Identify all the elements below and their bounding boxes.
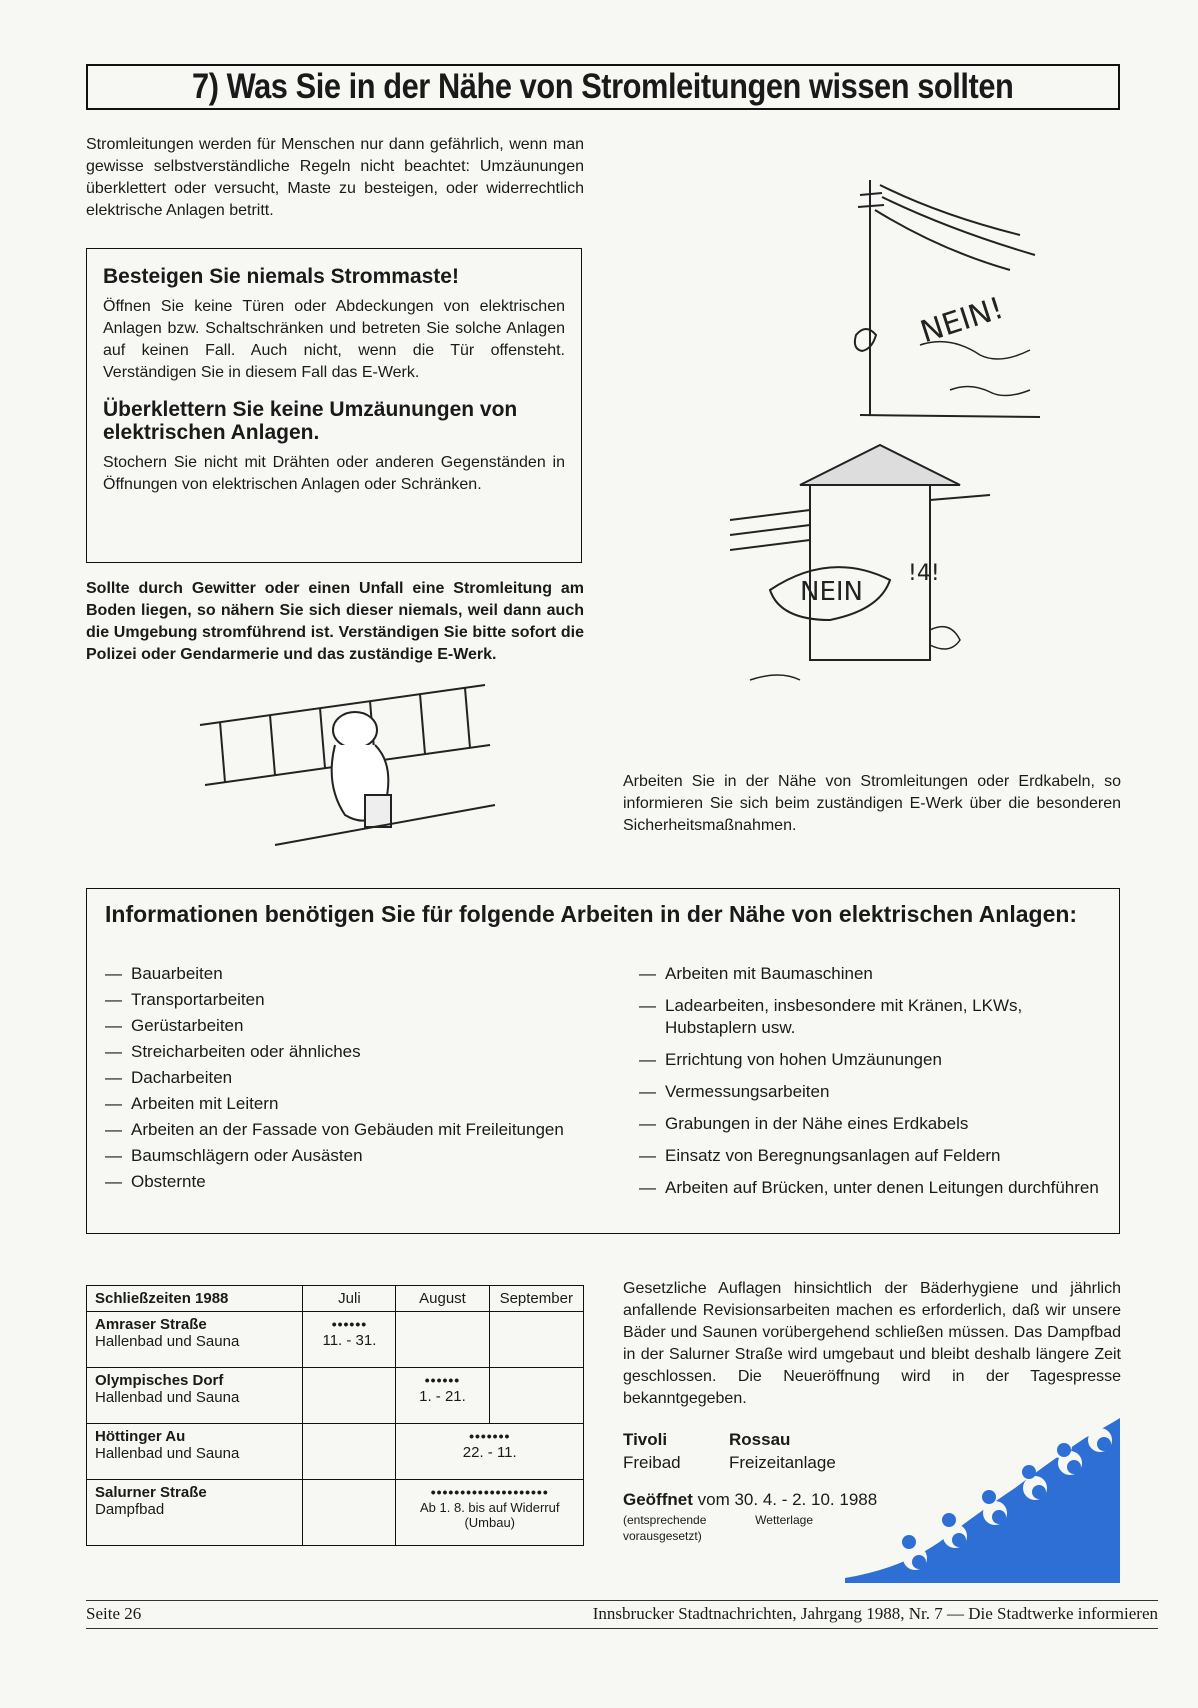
list-dash: — [105, 1172, 122, 1191]
wave-curl-inner [1032, 1485, 1046, 1499]
wave-curl-inner [1067, 1460, 1081, 1474]
warning-text-2: Stochern Sie nicht mit Drähten oder anderen Gegenständen in Öffnungen von elektrischen Anlagen oder Schränken. [103, 454, 565, 493]
closure-row-3-period: ••••••• 22. - 11. [396, 1424, 584, 1480]
list-item-text: Transportarbeiten [131, 990, 265, 1009]
tivoli-label: Tivoli [623, 1430, 668, 1449]
closures-header-august: August [396, 1286, 489, 1312]
wave-curl-inner [942, 1513, 956, 1527]
wave-curl-inner [1097, 1437, 1111, 1451]
bold-warning: Sollte durch Gewitter oder einen Unfall eine Stromleitung am Boden liegen, so nähern Sie sich dieser niemals, weil dann auch die Umgebung stromführend ist. Verständigen Sie bitte sofort die Polizei oder Gendarmerie und das zuständige E-Werk. [86, 580, 584, 663]
list-dash: — [639, 996, 656, 1015]
info-left-item [105, 989, 565, 1011]
wave-curl-inner [902, 1535, 916, 1549]
list-dash: — [105, 1094, 122, 1113]
list-item-text: Arbeiten an der Fassade von Gebäuden mit Freileitungen [131, 1120, 564, 1139]
info-left-item [105, 1171, 565, 1193]
list-dash: — [639, 1146, 656, 1165]
list-dash: — [105, 1042, 122, 1061]
footer-rule-bottom [86, 1628, 1158, 1629]
list-item-text: Bauarbeiten [131, 964, 223, 983]
info-left-item [105, 1067, 565, 1089]
intro-paragraph: Stromleitungen werden für Menschen nur dann gefährlich, wenn man gewisse selbstverständliche Regeln nicht beachtet: Umzäunungen überklettert oder versucht, Maste zu besteigen, oder widerrechtlich elektrische Anlagen betritt. [86, 136, 584, 219]
pole-illustration [820, 175, 1050, 425]
page-number: Seite 26 [86, 1604, 142, 1623]
list-dash: — [105, 1146, 122, 1165]
info-right-item [639, 1081, 1099, 1103]
wave-curl-inner [1022, 1465, 1036, 1479]
closure-row-4-name: Salurner Straße Dampfbad [87, 1480, 303, 1546]
info-left-item [105, 963, 565, 985]
closure-row-2-name: Olympisches Dorf Hallenbad und Sauna [87, 1368, 303, 1424]
list-dash: — [639, 1050, 656, 1069]
list-dash: — [105, 964, 122, 983]
info-right-item [639, 1145, 1099, 1167]
closures-header-july: Juli [303, 1286, 396, 1312]
nein-text-1: NEIN! [916, 290, 1008, 351]
list-item-text: Obsternte [131, 1172, 206, 1191]
warning-box [86, 248, 582, 563]
info-right-item [639, 1049, 1099, 1071]
info-right-item [639, 1177, 1099, 1199]
rossau-label: Rossau [729, 1430, 791, 1449]
list-dash: — [105, 990, 122, 1009]
list-item-text: Vermessungsarbeiten [665, 1082, 830, 1101]
list-item-text: Grabungen in der Nähe eines Erdkabels [665, 1114, 969, 1133]
list-dash: — [639, 1082, 656, 1101]
info-right-item [639, 963, 1099, 985]
caption-right: Arbeiten Sie in der Nähe von Stromleitungen oder Erdkabeln, so informieren Sie sich beim zuständigen E-Werk über die besonderen Sicherheitsmaßnahmen. [623, 773, 1121, 834]
wave-curl-inner [1057, 1443, 1071, 1457]
wave-curl-inner [952, 1533, 966, 1547]
open-dates: vom 30. 4. - 2. 10. 1988 [697, 1490, 878, 1509]
list-item-text: Baumschlägern oder Ausästen [131, 1146, 363, 1165]
list-item-text: Gerüstarbeiten [131, 1016, 244, 1035]
info-left-item [105, 1145, 565, 1167]
warning-heading-1: Besteigen Sie niemals Strommaste! [103, 265, 459, 288]
wave-logo [845, 1418, 1125, 1588]
closures-header-september: September [489, 1286, 584, 1312]
list-item-text: Arbeiten mit Baumaschinen [665, 964, 873, 983]
list-item-text: Arbeiten auf Brücken, unter denen Leitungen durchführen [665, 1178, 1099, 1197]
list-item-text: Dacharbeiten [131, 1068, 233, 1087]
closure-row-2-period: •••••• 1. - 21. [396, 1368, 489, 1424]
rossau-sub: Freizeitanlage [729, 1453, 836, 1472]
list-dash: — [105, 1120, 122, 1139]
list-item-text: Einsatz von Beregnungsanlagen auf Feldern [665, 1146, 1001, 1165]
info-heading: Informationen benötigen Sie für folgende Arbeiten in der Nähe von elektrischen Anlagen: [105, 901, 1078, 927]
list-dash: — [105, 1016, 122, 1035]
list-dash: — [639, 1114, 656, 1133]
info-right-item [639, 1113, 1099, 1135]
info-right-item [639, 995, 1099, 1039]
transformer-illustration [730, 440, 1020, 720]
tivoli-sub: Freibad [623, 1453, 681, 1472]
weather-note: (entsprechende Wetterlage vorausgesetzt) [623, 1513, 813, 1543]
warning-text-1: Öffnen Sie keine Türen oder Abdeckungen von elektrischen Anlagen bzw. Schaltschränken und betreten Sie solche Anlagen auf keinen Fall. Auch nicht, wenn die Tür offensteht. Verständigen Sie in diesem Fall das E-Werk. [103, 298, 565, 381]
list-item-text: Errichtung von hohen Umzäunungen [665, 1050, 942, 1069]
page-title: 7) Was Sie in der Nähe von Stromleitungen wissen sollten [192, 67, 1014, 106]
list-item-text: Arbeiten mit Leitern [131, 1094, 279, 1113]
baths-paragraph: Gesetzliche Auflagen hinsichtlich der Bäderhygiene und jährlich anfallende Revisionsarbeiten machen es erforderlich, daß wir unsere Bäder und Saunen vorübergehend schließen müssen. Das Dampfbad in der Salurner Straße wird umgebaut und bleibt deshalb längere Zeit geschlossen. Die Neueröffnung wird in der Tagespresse bekanntgegeben. [623, 1280, 1121, 1407]
info-left-item [105, 1015, 565, 1037]
list-dash: — [639, 1178, 656, 1197]
list-dash: — [639, 964, 656, 983]
info-left-item [105, 1093, 565, 1115]
sign-text: !4! [908, 561, 940, 586]
closures-header-title: Schließzeiten 1988 [87, 1286, 303, 1312]
open-label: Geöffnet [623, 1490, 693, 1509]
closures-table [86, 1285, 584, 1546]
info-box [86, 888, 1120, 1234]
footer-rule [86, 1600, 1158, 1601]
closure-row-1-period: •••••• 11. - 31. [303, 1312, 396, 1368]
info-left-item [105, 1119, 565, 1141]
list-item-text: Ladearbeiten, insbesondere mit Kränen, LKWs, Hubstaplern usw. [665, 996, 1023, 1037]
wave-curl-inner [912, 1555, 926, 1569]
closure-row-4-period: •••••••••••••••••••• Ab 1. 8. bis auf Widerruf (Umbau) [396, 1480, 584, 1546]
closure-row-3-name: Höttinger Au Hallenbad und Sauna [87, 1424, 303, 1480]
wave-curl-inner [992, 1510, 1006, 1524]
ladder-illustration [195, 675, 505, 850]
info-right-list [639, 963, 1099, 1209]
list-dash: — [105, 1068, 122, 1087]
nein-text-2: NEIN [800, 577, 863, 607]
list-item-text: Streicharbeiten oder ähnliches [131, 1042, 361, 1061]
info-left-list [105, 963, 565, 1197]
info-left-item [105, 1041, 565, 1063]
closure-row-1-name: Amraser Straße Hallenbad und Sauna [87, 1312, 303, 1368]
warning-heading-2: Überklettern Sie keine Umzäunungen von elektrischen Anlagen. [103, 398, 518, 444]
title-box [86, 64, 1120, 110]
wave-curl-inner [982, 1490, 996, 1504]
publication-line: Innsbrucker Stadtnachrichten, Jahrgang 1988, Nr. 7 — Die Stadtwerke informieren [592, 1604, 1158, 1623]
